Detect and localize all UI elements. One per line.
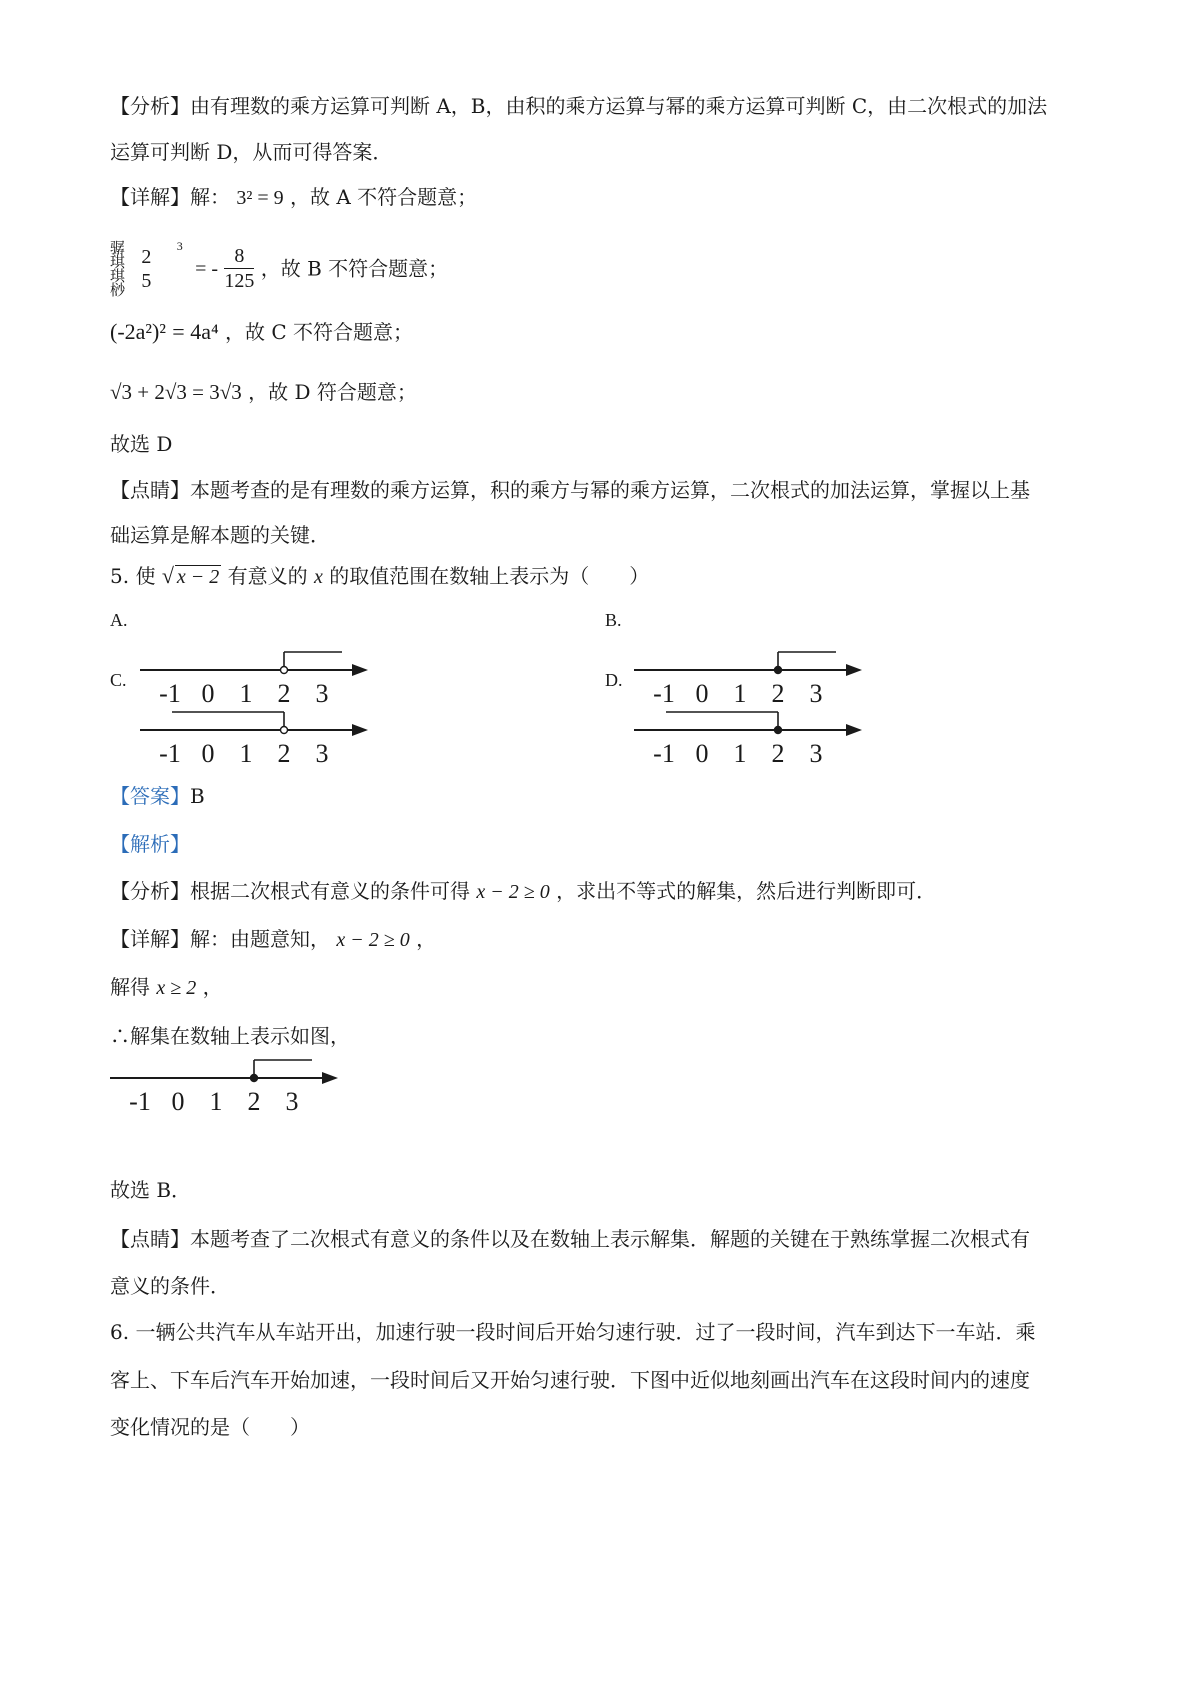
q5-choose: 故选 B． xyxy=(110,1178,192,1202)
q4-step-c-rhs: = 4a⁴ xyxy=(172,319,219,344)
sqrt-sign-icon: √ xyxy=(161,563,174,588)
q4-step-a xyxy=(110,183,477,212)
q4-step-b xyxy=(110,232,449,299)
closed-point xyxy=(775,727,782,734)
q5-answer-tag: 【答案】 xyxy=(110,784,190,808)
q4-step-b-num: 2 xyxy=(141,245,152,268)
q5-analysis-suffix: ，求出不等式的解集，然后进行判断即可． xyxy=(556,879,937,903)
q6-line1: 6. 一辆公共汽车从车站开出，加速行驶一段时间后开始匀速行驶．过了一段时间，汽车到达下一车站．乘 xyxy=(110,1320,1036,1344)
tick-label: 2 xyxy=(771,739,785,768)
tick-label: 1 xyxy=(733,739,747,768)
q4-choose: 故选 D xyxy=(110,432,173,456)
tick-label: 3 xyxy=(809,739,823,768)
arrow-head-icon xyxy=(846,724,862,736)
q6-line2: 客上、下车后汽车开始加速，一段时间后又开始匀速行驶．下图中近似地刻画出汽车在这段时间内的速度 xyxy=(110,1368,1030,1392)
tick-label: 0 xyxy=(171,1087,185,1116)
q5-detail-ineq: x − 2 ≥ 0 xyxy=(336,929,410,951)
q6-line3: 变化情况的是（ ） xyxy=(110,1415,310,1439)
q4-step-d-text: ，故 D 符合题意； xyxy=(248,380,417,404)
tick-label: 1 xyxy=(239,739,253,768)
q5-option-b-label: B. xyxy=(605,610,622,630)
tick-label: 2 xyxy=(277,679,291,708)
q5-answer-value: B xyxy=(190,784,205,808)
q4-step-c xyxy=(110,318,413,346)
q4-comment-line1: 【点睛】本题考查的是有理数的乘方运算，积的乘方与幂的乘方运算，二次根式的加法运算，掌握以上基 xyxy=(110,478,1030,502)
tick-label: -1 xyxy=(159,679,181,708)
q5-var: x xyxy=(313,566,323,588)
q5-option-d-number-line xyxy=(634,700,874,800)
tick-label: 2 xyxy=(247,1087,261,1116)
q4-step-a-text: ，故 A 不符合题意； xyxy=(290,185,478,209)
open-point xyxy=(281,727,288,734)
q5-option-a-label: A. xyxy=(110,610,128,630)
q4-step-b-text: ，故 B 不符合题意； xyxy=(260,256,449,281)
tick-label: -1 xyxy=(129,1087,151,1116)
q5-radicand: x − 2 xyxy=(176,566,220,588)
q5-comment-line2: 意义的条件． xyxy=(110,1274,230,1298)
arrow-head-icon xyxy=(352,664,368,676)
q4-step-b-result xyxy=(224,244,254,293)
q5-stem xyxy=(110,562,649,591)
tick-label: 3 xyxy=(809,679,823,708)
q4-analysis-line1: 【分析】由有理数的乘方运算可判断 A，B，由积的乘方运算与幂的乘方运算可判断 C，由二次根式的加法 xyxy=(110,94,1048,118)
q5-solve xyxy=(110,973,223,1002)
tick-label: -1 xyxy=(653,679,675,708)
open-point xyxy=(281,667,288,674)
tick-label: -1 xyxy=(159,739,181,768)
arrow-head-icon xyxy=(846,664,862,676)
q4-step-b-rnum: 8 xyxy=(224,244,254,269)
q5-stem-mid: 有意义的 xyxy=(227,564,308,588)
q5-option-c-label: C. xyxy=(110,670,127,690)
tick-label: 3 xyxy=(315,739,329,768)
q4-comment-line2: 础运算是解本题的关键． xyxy=(110,523,330,547)
tick-label: 1 xyxy=(239,679,253,708)
q5-detail-prefix: 【详解】解：由题意知， xyxy=(110,927,330,951)
q4-step-b-den: 5 xyxy=(141,269,152,292)
q4-step-a-expr: 3² = 9 xyxy=(236,187,284,209)
closed-point xyxy=(251,1075,258,1082)
q5-option-d-label: D. xyxy=(605,670,623,690)
q5-analysis-ineq: x − 2 ≥ 0 xyxy=(476,881,550,903)
q5-stem-prefix: 5. 使 xyxy=(110,564,156,588)
q4-step-b-fraction xyxy=(138,245,154,293)
q4-step-d xyxy=(110,378,417,406)
tick-label: 2 xyxy=(771,679,785,708)
q5-answer xyxy=(110,782,205,810)
tick-label: 3 xyxy=(315,679,329,708)
q4-analysis-line2: 运算可判断 D，从而可得答案． xyxy=(110,140,393,164)
q4-detail-prefix: 【详解】解： xyxy=(110,185,230,209)
tick-label: 1 xyxy=(733,679,747,708)
q5-solve-suffix: ， xyxy=(202,975,223,999)
q4-step-b-eq: = - xyxy=(195,257,219,280)
tick-label: 1 xyxy=(209,1087,223,1116)
q4-step-c-text: ，故 C 不符合题意； xyxy=(225,320,414,344)
tick-label: 0 xyxy=(201,679,215,708)
q5-detail-suffix: ， xyxy=(416,927,437,951)
tick-label: 2 xyxy=(277,739,291,768)
q5-solution-number-line xyxy=(110,1048,350,1148)
arrow-head-icon xyxy=(322,1072,338,1084)
q4-step-c-lhs: (-2a²)² xyxy=(110,319,166,344)
q5-stem-suffix: 的取值范围在数轴上表示为（ ） xyxy=(329,564,650,588)
q5-detail xyxy=(110,925,436,954)
q4-step-b-rden: 125 xyxy=(224,270,255,292)
q5-solve-ineq: x ≥ 2 xyxy=(156,977,197,999)
tick-label: 0 xyxy=(695,679,709,708)
q5-therefore: ∴解集在数轴上表示如图， xyxy=(110,1024,350,1048)
q5-analysis-prefix: 【分析】根据二次根式有意义的条件可得 xyxy=(110,879,470,903)
tick-label: -1 xyxy=(653,739,675,768)
q5-solve-prefix: 解得 xyxy=(110,975,150,999)
tick-label: 0 xyxy=(695,739,709,768)
arrow-head-icon xyxy=(352,724,368,736)
q5-comment-line1: 【点睛】本题考查了二次根式有意义的条件以及在数轴上表示解集．解题的关键在于熟练掌握二次根式有 xyxy=(110,1227,1030,1251)
tick-label: 3 xyxy=(285,1087,299,1116)
q5-analysis xyxy=(110,877,936,906)
q5-parse-tag: 【解析】 xyxy=(110,832,190,856)
q4-step-d-expr: √3 + 2√3 = 3√3 xyxy=(110,380,242,404)
tick-label: 0 xyxy=(201,739,215,768)
q4-step-b-garble: 骣琪琪桫 xyxy=(110,238,126,299)
q4-step-b-exp: 3 xyxy=(176,239,183,253)
closed-point xyxy=(775,667,782,674)
